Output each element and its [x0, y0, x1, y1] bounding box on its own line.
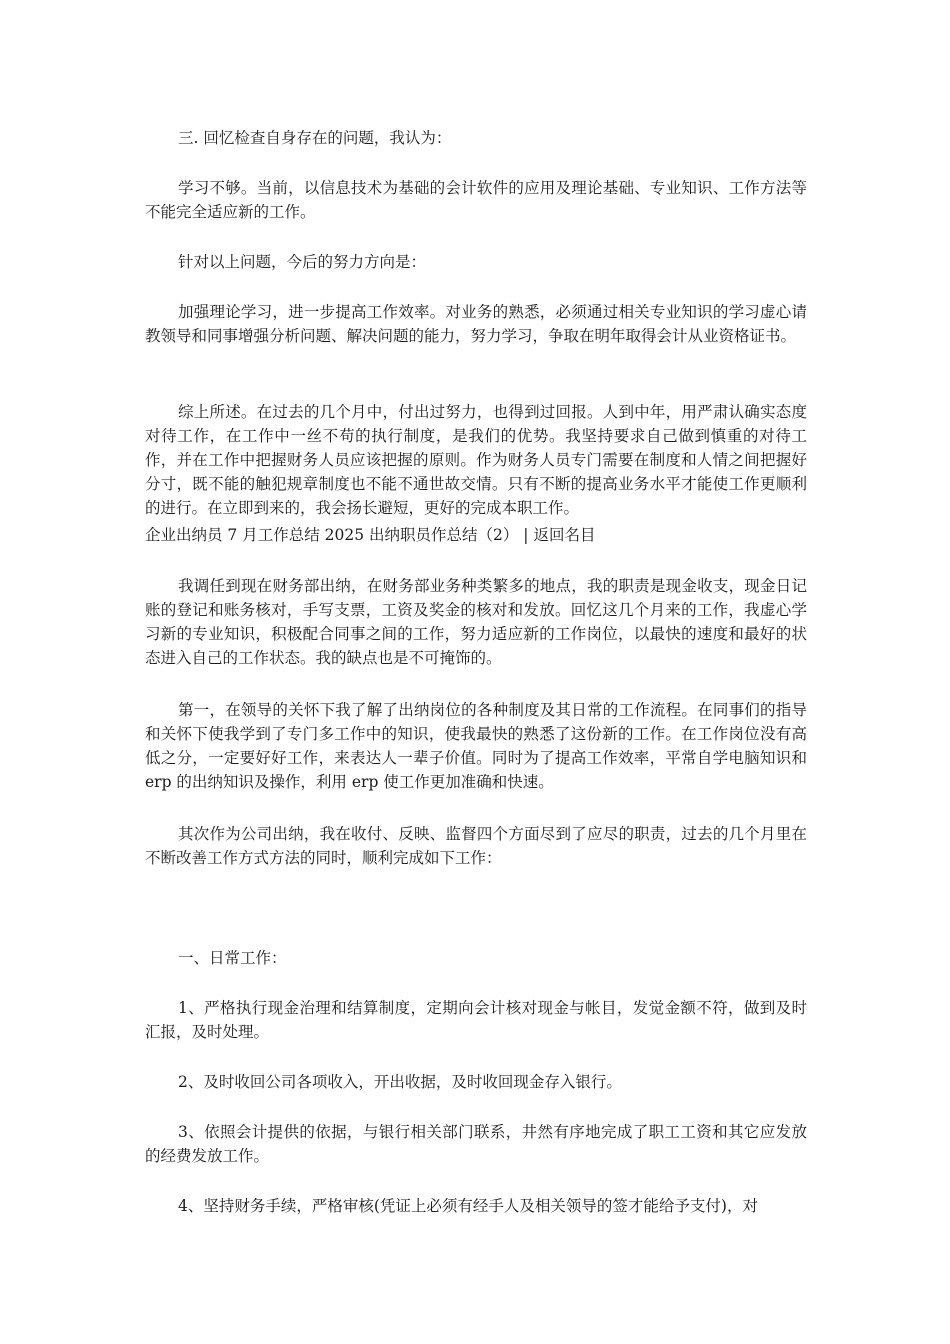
paragraph-summary: 综上所述。在过去的几个月中，付出过努力，也得到过回报。人到中年，用严肃认确实态度对待工作，在工作中一丝不苟的执行制度，是我们的优势。我坚持要求自己做到慎重的对待工作，并在工作中把握财务人员应该把握的原则。作为财务人员专门需要在制度和人情之间把握好分寸，既不能的触犯规章制度也不能不通世故交情。只有不断的提高业务水平才能使工作更顺利的进行。在立即到来的，我会扬长避短，更好的完成本职工作。	[145, 403, 807, 517]
paragraph-daily-work-heading: 一、日常工作：	[178, 949, 287, 967]
paragraph-direction-heading: 针对以上问题，今后的努力方向是：	[178, 253, 427, 271]
paragraph-item-4: 4、坚持财务手续，严格审核(凭证上必须有经手人及相关领导的签才能给予支付)，对	[178, 1197, 758, 1215]
paragraph-item-2: 2、及时收回公司各项收入，开出收据，及时收回现金存入银行。	[178, 1073, 622, 1091]
paragraph-second: 其次作为公司出纳，我在收付、反映、监督四个方面尽到了应尽的职责，过去的几个月里在不断改善工作方式方法的同时，顺利完成如下工作：	[145, 825, 807, 867]
paragraph-item-1: 1、严格执行现金治理和结算制度，定期向会计核对现金与帐目，发觉金额不符，做到及时汇报，及时处理。	[145, 999, 807, 1041]
paragraph-item-3: 3、依照会计提供的依据，与银行相关部门联系，井然有序地完成了职工工资和其它应发放的经费发放工作。	[145, 1123, 807, 1165]
paragraph-cashier-intro: 我调任到现在财务部出纳，在财务部业务种类繁多的地点，我的职责是现金收支，现金日记账的登记和账务核对，手写支票，工资及奖金的核对和发放。回忆这几个月来的工作，我虚心学习新的专业知识，积极配合同事之间的工作，努力适应新的工作岗位，以最快的速度和最好的状态进入自己的工作状态。我的缺点也是不可掩饰的。	[145, 577, 807, 667]
paragraph-insufficient-learning: 学习不够。当前，以信息技术为基础的会计软件的应用及理论基础、专业知识、工作方法等不能完全适应新的工作。	[145, 179, 807, 221]
paragraph-problems-heading: 三. 回忆检查自身存在的问题，我认为：	[178, 129, 452, 147]
paragraph-strengthen-theory: 加强理论学习，进一步提高工作效率。对业务的熟悉，必须通过相关专业知识的学习虚心请教领导和同事增强分析问题、解决问题的能力，努力学习，争取在明年取得会计从业资格证书。	[145, 303, 807, 345]
section-title-link[interactable]: 企业出纳员 7 月工作总结 2025 出纳职员作总结（2） | 返回名目	[145, 526, 596, 544]
paragraph-first: 第一，在领导的关怀下我了解了出纳岗位的各种制度及其日常的工作流程。在同事们的指导和关怀下使我学到了专门多工作中的知识，使我最快的熟悉了这份新的工作。在工作岗位没有高低之分，一定要好好工作，来表达人一辈子价值。同时为了提高工作效率，平常自学电脑知识和 erp 的出纳知识及操作，利用 erp 使工作更加准确和快速。	[145, 701, 807, 791]
